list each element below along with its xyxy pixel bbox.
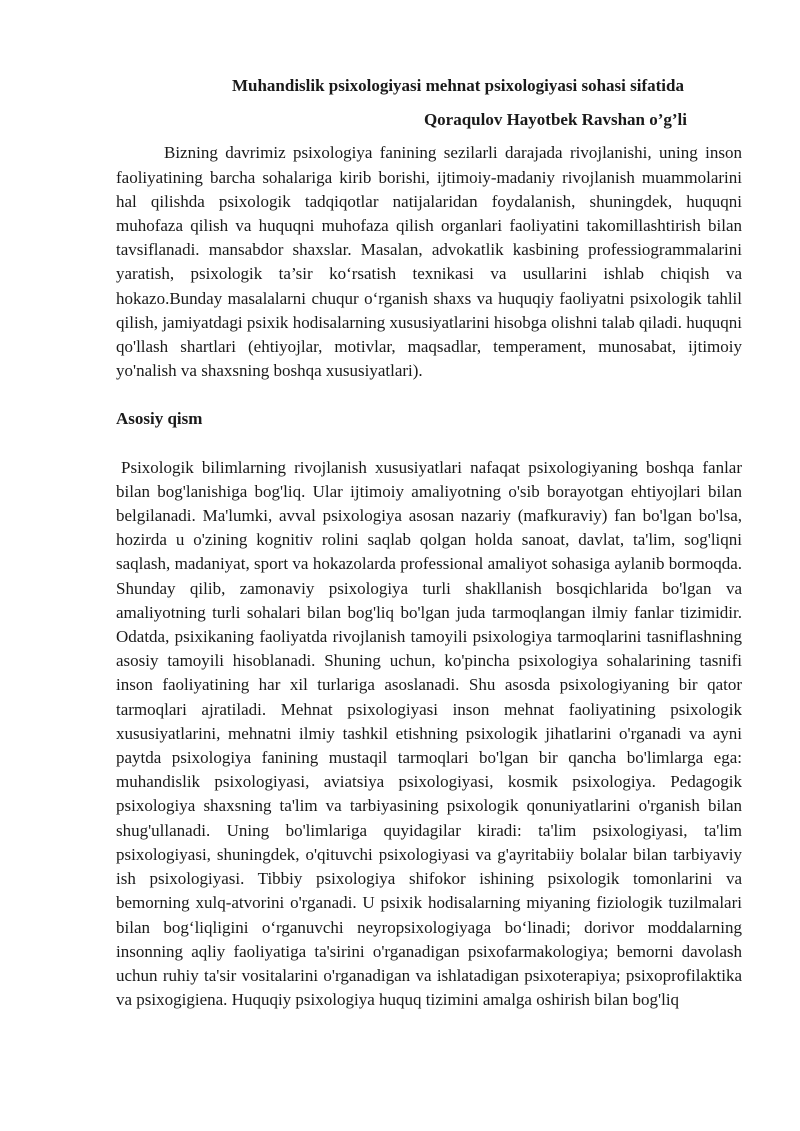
author-name: Qoraqulov Hayotbek Ravshan o’g’li [423,110,687,130]
main-paragraph: Psixologik bilimlarning rivojlanish xususiyatlari nafaqat psixologiyaning boshqa fanlar bilan bog'lanishiga bog'liq. Ular ijtimoiy amaliyotning o'sib borayotgan ehtiyojlari bilan belgilanadi. Ma'lumki, avval psixologiya asosan nazariy (mafkuraviy) fan bo'lgan bo'lsa, hozirda u o'zining kognitiv rolini saqlab qolgan holda sanoat, davlat, ta'lim, sog'liqni saqlash, madaniyat, sport va hokazolarda professional amaliyot sohasiga aylanib bormoqda. Shunday qilib, zamonaviy psixologiya turli shakllanish bosqichlarida bo'lgan va amaliyotning turli sohalari bilan bog'liq bo'lgan juda tarmoqlangan ilmiy fanlar tizimidir. Odatda, psixikaning faoliyatda rivojlanish tamoyili psixologiya tarmoqlarini tasniflashning asosiy tamoyili hisoblanadi. Shuning uchun, ko'pincha psixologiya sohalarining tasnifi inson faoliyatining har xil turlariga asoslanadi. Shu asosda psixologiyaning bir qator tarmoqlari ajratiladi. Mehnat psixologiyasi inson mehnat faoliyatining psixologik xususiyatlarini, mehnatni ilmiy tashkil etishning psixologik jihatlarini o'rganadi va ayni paytda psixologiya fanining mustaqil tarmoqlari bo'lgan bir qancha bo'limlarga ega: muhandislik psixologiyasi, aviatsiya psixologiyasi, kosmik psixologiya. Pedagogik psixologiya shaxsning ta'lim va tarbiyasining psixologik qonuniyatlarini o'rganish bilan shug'ullanadi. Uning bo'limlariga quyidagilar kiradi: ta'lim psixologiyasi, ta'lim psixologiyasi, shuningdek, o'qituvchi psixologiyasi va g'ayritabiiy bolalar bilan tarbiyaviy ish psixologiyasi. Tibbiy psixologiya shifokor ishining psixologik tomonlarini va bemorning xulq-atvorini o'rganadi. U psixik hodisalarning miyaning fiziologik tuzilmalari bilan bog‘liqligini o‘rganuvchi neyropsixologiyaga bo‘linadi; dorivor moddalarning insonning aqliy faoliyatiga ta'sirini o'rganadigan psixofarmakologiya; bemorni davolash uchun ruhiy ta'sir vositalarini o'rganadigan va ishlatadigan psixoterapiya; psixoprofilaktika va psixogigiena. Huquqiy psixologiya huquq tizimini amalga oshirish bilan bog'liq [116,457,742,1010]
document-page [116,74,742,1012]
intro-paragraph: Bizning davrimiz psixologiya fanining sezilarli darajada rivojlanishi, uning inson faoliyatining barcha sohalariga kirib borishi, ijtimoiy-madaniy rivojlanish muammolarini hal qilishda psixologik tadqiqotlar natijalaridan foydalanish, shuningdek, huquqni muhofaza qilish va huquqni muhofaza qilish organlari faoliyatini takomillashtirish bilan tavsiflanadi. mansabdor shaxslar. Masalan, advokatlik kasbining professiogrammalarini yaratish, psixologik ta’sir ko‘rsatish texnikasi va usullarini ishlab chiqish va hokazo.Bunday masalalarni chuqur o‘rganish shaxs va huquqiy faoliyatni psixologik tahlil qilish, jamiyatdagi psixik hodisalarning xususiyatlarini hisobga olishni talab qiladi. huquqni qo'llash shartlari (ehtiyojlar, motivlar, maqsadlar, temperament, munosabat, ijtimoiy yo'nalish va shaxsning boshqa xususiyatlari). [116,143,742,381]
document-title: Muhandislik psixologiyasi mehnat psixologiyasi sohasi sifatida [231,76,684,95]
section-heading: Asosiy qism [116,409,203,429]
